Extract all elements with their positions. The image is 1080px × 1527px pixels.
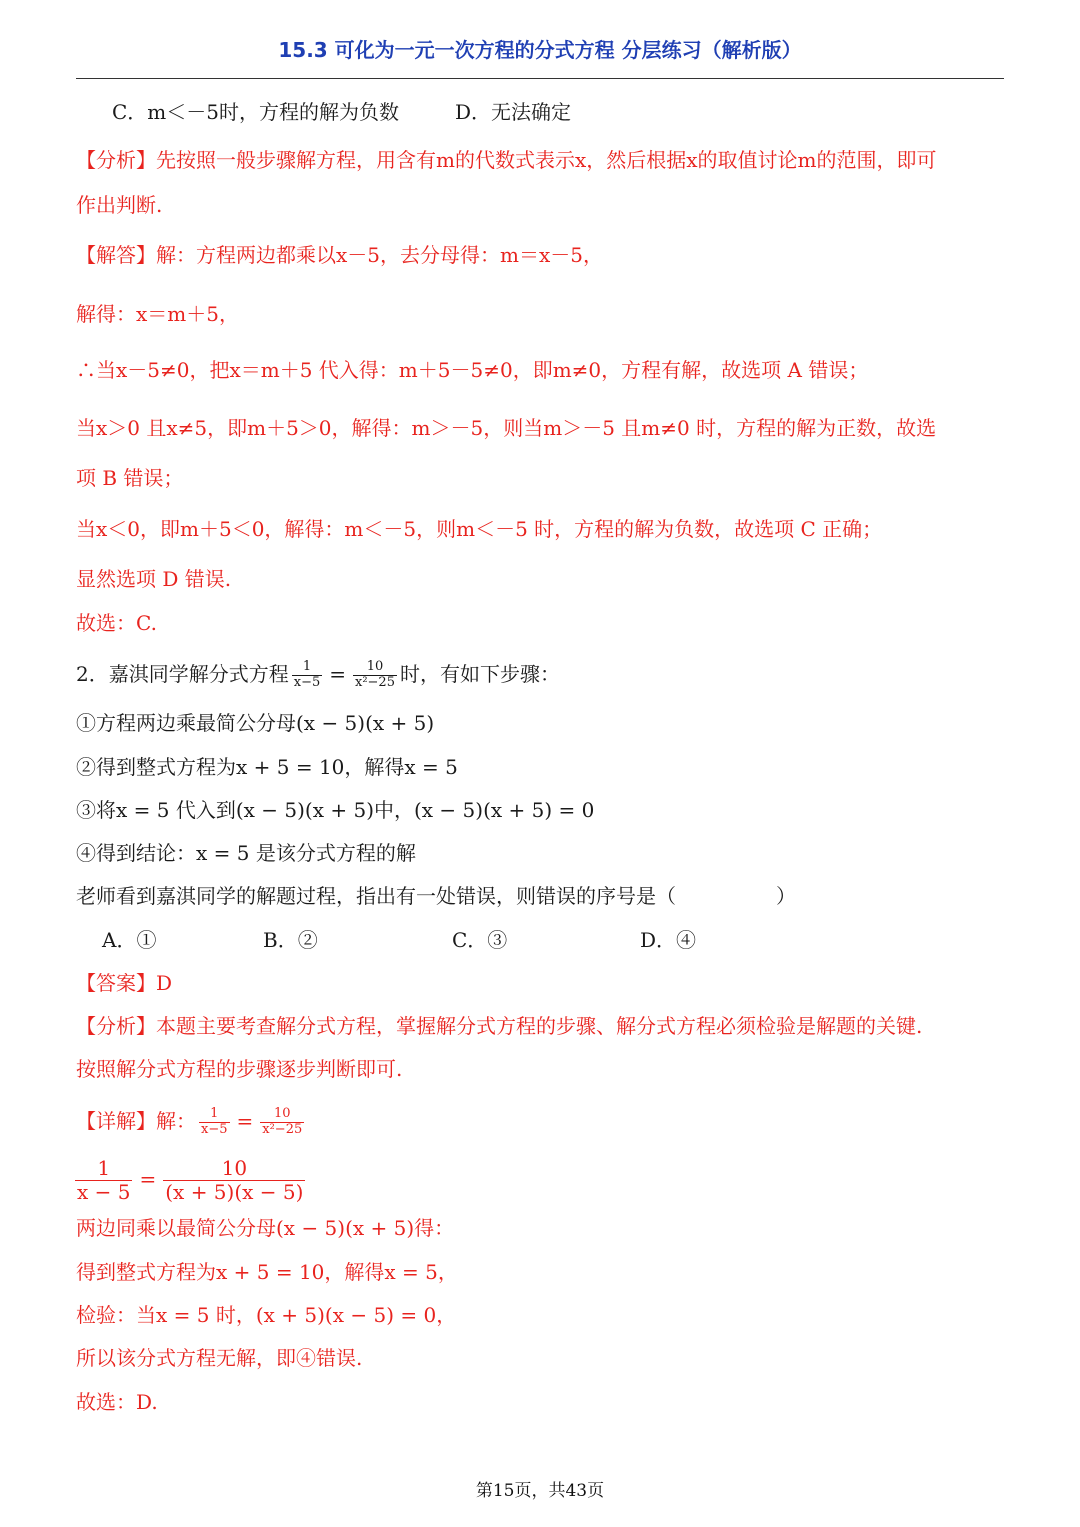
q2-detail-line-4: 检验：当x = 5 时，(x + 5)(x − 5) = 0，	[76, 1303, 457, 1327]
q2-detail-big-equation	[72, 1149, 308, 1209]
q1-analysis-line-2: 作出判断.	[76, 193, 163, 217]
q1-option-c: C．m＜－5时，方程的解为负数	[112, 100, 399, 124]
fraction-numerator: 1	[97, 1156, 111, 1180]
q2-detail-fraction-right	[260, 1107, 304, 1138]
q2-detail-line-5: 所以该分式方程无解，即④错误.	[76, 1346, 363, 1370]
fraction-denominator: x−5	[293, 675, 321, 690]
q2-option-a: A．①	[102, 928, 157, 952]
q2-fraction-left	[292, 660, 323, 691]
q1-analysis-line-1: 【分析】先按照一般步骤解方程，用含有m的代数式表示x，然后根据x的取值讨论m的范围，即可	[76, 148, 937, 172]
q2-detail-line-2: 两边同乘以最简公分母(x − 5)(x + 5)得：	[76, 1216, 455, 1240]
q1-solution-line-3: ∴当x－5≠0，把x＝m＋5 代入得：m＋5－5≠0，即m≠0，方程有解，故选项 A 错误；	[76, 358, 869, 382]
header-divider	[76, 78, 1004, 79]
fraction-denominator: x−5	[201, 1122, 228, 1137]
fraction-denominator: x²−25	[262, 1122, 303, 1137]
fraction-numerator: 10	[221, 1156, 248, 1180]
equals-sign: =	[139, 1167, 157, 1191]
q2-option-b: B．②	[263, 928, 318, 952]
fraction-denominator: x²−25	[355, 675, 395, 690]
q1-solution-line-6: 当x＜0，即m＋5＜0，解得：m＜－5，则m＜－5 时，方程的解为负数，故选项 C 正确；	[76, 517, 883, 541]
q2-detail-fraction-left	[199, 1107, 230, 1138]
q1-solution-line-5: 项 B 错误；	[76, 466, 184, 490]
q2-detail-line-3: 得到整式方程为x + 5 = 10，解得x = 5，	[76, 1260, 458, 1284]
q1-choose: 故选：C.	[76, 611, 157, 635]
q2-option-c: C．③	[452, 928, 508, 952]
q1-option-d: D．无法确定	[455, 100, 572, 124]
page-header-title: 15.3 可化为一元一次方程的分式方程 分层练习（解析版）	[278, 38, 802, 62]
q2-question: 老师看到嘉淇同学的解题过程，指出有一处错误，则错误的序号是（ ）	[76, 884, 796, 908]
fraction-denominator: x − 5	[77, 1180, 131, 1204]
q2-analysis-line-1: 【分析】本题主要考查解分式方程，掌握解分式方程的步骤、解分式方程必须检验是解题的关键.	[76, 1014, 923, 1038]
q1-solution-line-1: 【解答】解：方程两边都乘以x－5，去分母得：m＝x－5，	[76, 243, 603, 267]
equals-sign: =	[329, 662, 346, 686]
page-number: 第15页，共43页	[475, 1481, 605, 1501]
q2-choose: 故选：D.	[76, 1390, 158, 1414]
q2-analysis-line-2: 按照解分式方程的步骤逐步判断即可.	[76, 1057, 403, 1081]
q2-step-1: ①方程两边乘最简公分母(x − 5)(x + 5)	[76, 711, 435, 735]
q2-stem-suffix: 时，有如下步骤：	[399, 662, 560, 686]
q1-solution-line-2: 解得：x＝m＋5，	[76, 302, 239, 326]
q2-option-d: D．④	[640, 928, 697, 952]
q2-step-2: ②得到整式方程为x + 5 = 10，解得x = 5	[76, 755, 458, 779]
q2-stem	[76, 652, 560, 696]
fraction-numerator: 1	[302, 659, 312, 675]
q1-solution-line-4: 当x＞0 且x≠5，即m＋5＞0，解得：m＞－5，则当m＞－5 且m≠0 时，方程的解为正数，故选	[76, 416, 937, 440]
q2-big-fraction-left	[75, 1157, 132, 1204]
q2-step-3: ③将x = 5 代入到(x − 5)(x + 5)中，(x − 5)(x + 5) = 0	[76, 798, 595, 822]
q2-fraction-right	[353, 660, 397, 691]
q2-detail-prefix: 【详解】解：	[76, 1109, 196, 1133]
q2-step-4: ④得到结论：x = 5 是该分式方程的解	[76, 841, 416, 865]
fraction-numerator: 10	[273, 1106, 291, 1122]
q1-solution-line-7: 显然选项 D 错误.	[76, 567, 232, 591]
q2-answer: 【答案】D	[76, 971, 173, 995]
fraction-numerator: 10	[366, 659, 384, 675]
fraction-denominator: (x + 5)(x − 5)	[165, 1180, 304, 1204]
q2-detail-line-1	[76, 1099, 307, 1143]
q2-stem-prefix: 2．嘉淇同学解分式方程	[76, 662, 289, 686]
fraction-numerator: 1	[210, 1106, 219, 1122]
equals-sign: =	[236, 1109, 254, 1133]
q2-big-fraction-right	[163, 1157, 305, 1204]
